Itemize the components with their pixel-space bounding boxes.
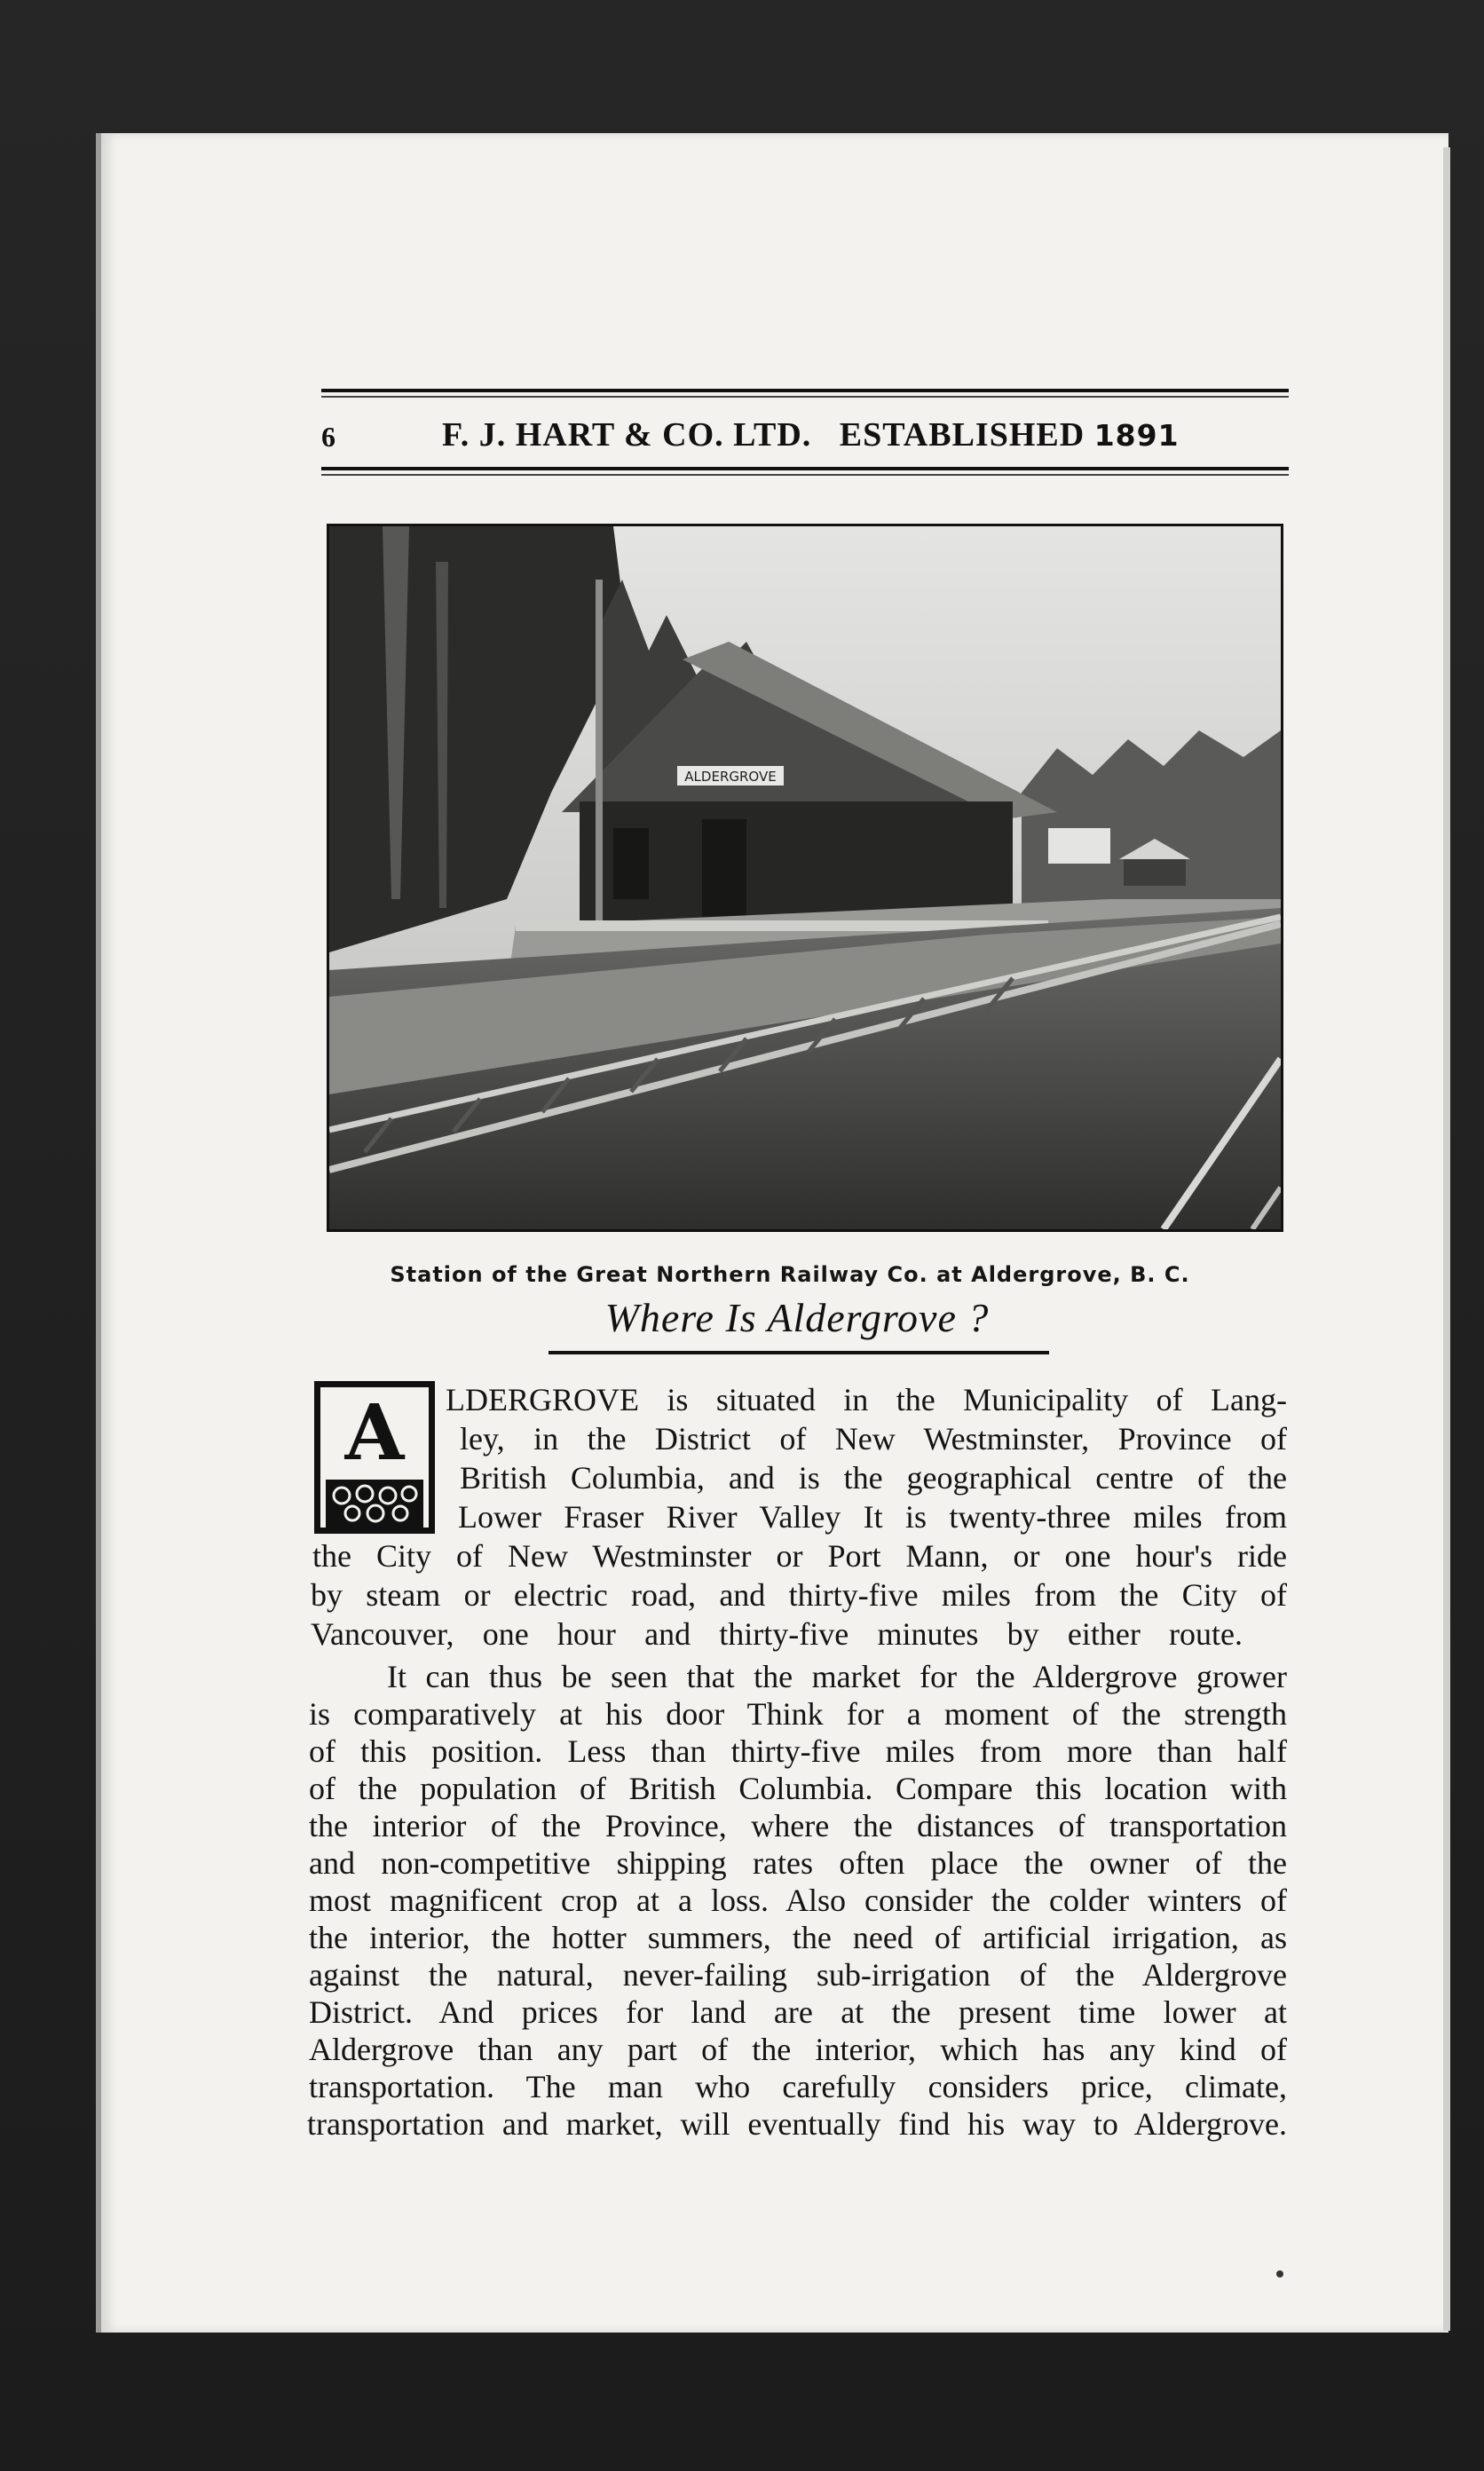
text-line: It can thus be seen that the market for the Aldergrove grower (387, 1659, 1287, 1694)
text-line: most magnificent crop at a loss. Also consider the colder winters of (309, 1883, 1287, 1918)
text-line: and non-competitive shipping rates often place the owner of the (309, 1845, 1287, 1881)
header-top-rule (321, 389, 1289, 392)
header-bottom-rule-thin (321, 474, 1289, 476)
established-year: 1891 (1093, 418, 1180, 453)
text-line: of this position. Less than thirty-five miles from more than half (309, 1733, 1287, 1769)
running-header (321, 415, 1289, 460)
text-line: the City of New Westminster or Port Mann, or one hour's ride (312, 1538, 1287, 1574)
text-line: transportation. The man who carefully considers price, climate, (309, 2069, 1287, 2104)
station-sign: ALDERGROVE (684, 769, 777, 785)
text-line: the interior of the Province, where the distances of transportation (309, 1808, 1287, 1843)
print-speck (1276, 2270, 1283, 2278)
text-line: of the population of British Columbia. Compare this location with (309, 1771, 1287, 1806)
text-line: by steam or electric road, and thirty-five miles from the City of (311, 1577, 1287, 1613)
text-line: the interior, the hotter summers, the need of artificial irrigation, as (309, 1920, 1287, 1955)
station-photograph (327, 524, 1283, 1232)
text-line: ley, in the District of New Westminster, Province of (460, 1421, 1287, 1457)
text-line: transportation and market, will eventually find his way to Aldergrove. (307, 2106, 1287, 2142)
text-line: British Columbia, and is the geographical centre of the (460, 1460, 1287, 1496)
drop-cap-letter: A (344, 1388, 405, 1478)
article-title: Where Is Aldergrove ? (604, 1295, 990, 1340)
text-line: District. And prices for land are at the present time lower at (309, 1994, 1287, 2030)
page-edge (1443, 147, 1450, 2331)
drop-cap (314, 1381, 435, 1534)
page-number: 6 (321, 421, 335, 453)
floral-ornament-icon (326, 1480, 423, 1528)
publisher-name: F. J. HART & CO. LTD. ESTABLISHED (442, 416, 1085, 454)
photo-caption: Station of the Great Northern Railway Co. at Aldergrove, B. C. (390, 1262, 1190, 1287)
header-bottom-rule (321, 467, 1289, 470)
running-head (442, 415, 1180, 454)
text-line: against the natural, never-failing sub-irrigation of the Aldergrove (309, 1957, 1287, 1993)
text-line: Lower Fraser River Valley It is twenty-three miles from (458, 1499, 1287, 1535)
text-line: LDERGROVE is situated in the Municipality of Lang- (446, 1382, 1287, 1417)
header-top-rule-thin (321, 396, 1289, 398)
text-line: is comparatively at his door Think for a moment of the strength (309, 1696, 1287, 1732)
title-underline (549, 1351, 1049, 1354)
railway-station-photo-icon (329, 526, 1281, 1229)
text-line: Aldergrove than any part of the interior, which has any kind of (309, 2032, 1287, 2067)
text-line: Vancouver, one hour and thirty-five minutes by either route. (311, 1616, 1243, 1652)
